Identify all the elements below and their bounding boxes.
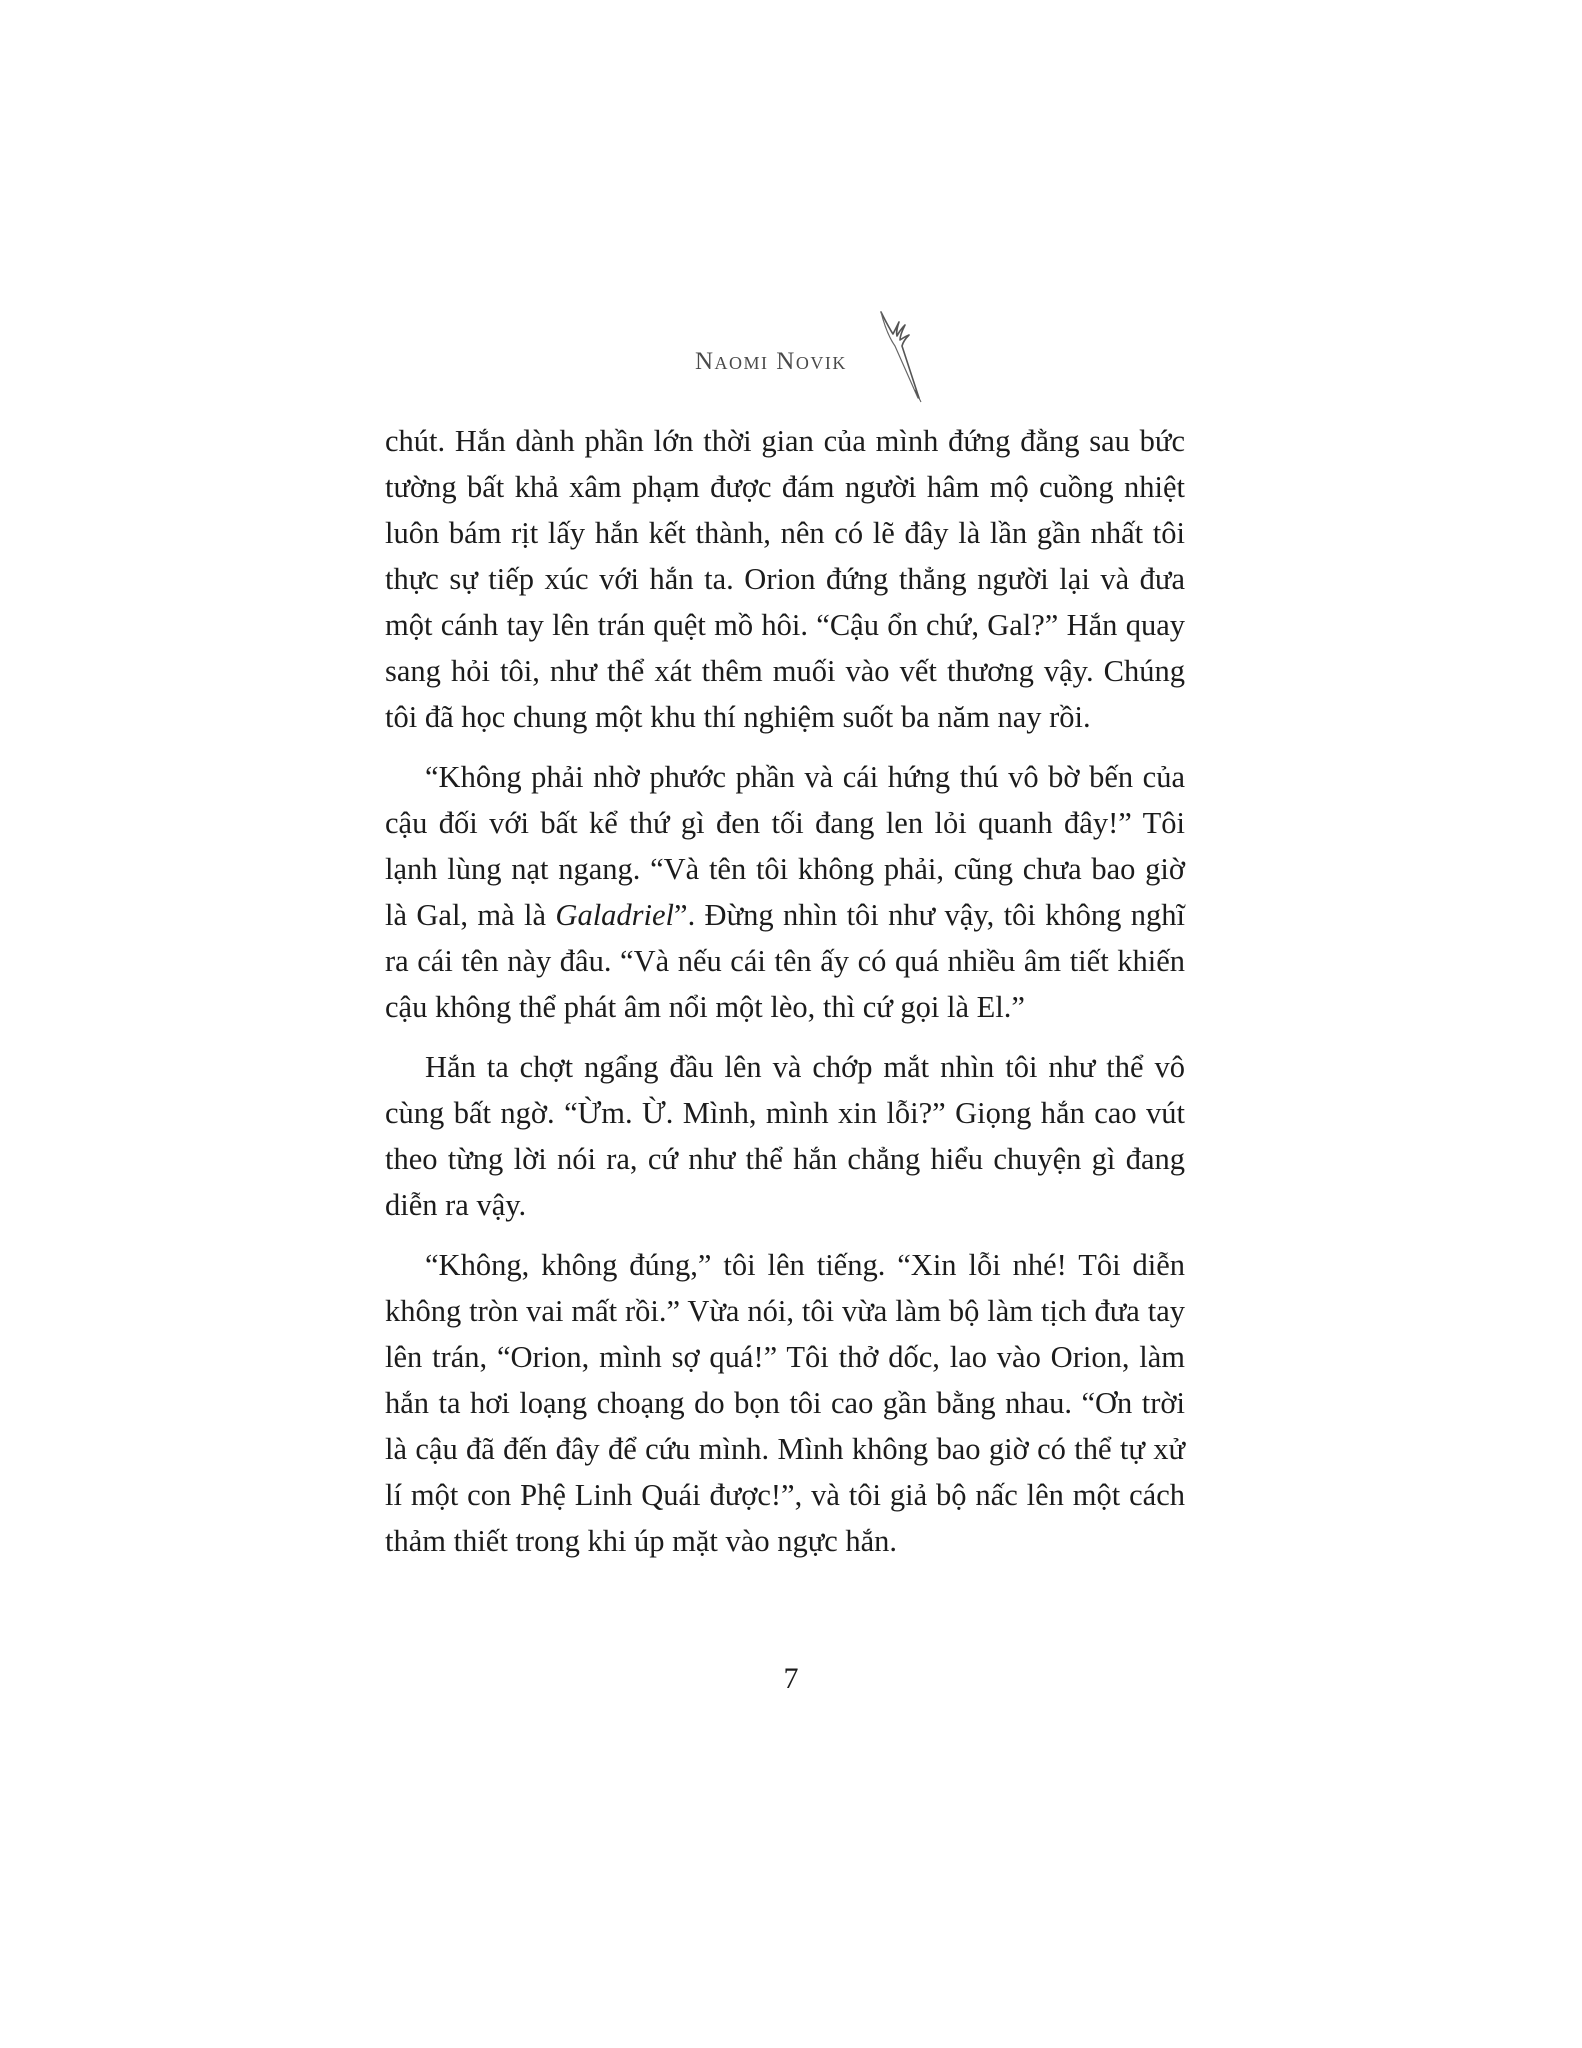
text-segment: “Không, không đúng,” tôi lên tiếng. “Xin lỗi nhé! Tôi diễn không tròn vai mất rồi.” Vừa nói, tôi vừa làm bộ làm tịch đưa tay lên trán, “Orion, mình sợ quá!” Tôi thở dốc, lao vào Orion, làm hắn ta hơi loạng choạng do bọn tôi cao gần bằng nhau. “Ơn trời là cậu đã đến đây để cứu mình. Mình không bao giờ có thể tự xử lí một con Phệ Linh Quái được!”, và tôi giả bộ nấc lên một cách thảm thiết trong khi úp mặt vào ngực hắn. <box>385 1248 1185 1558</box>
paragraph <box>385 418 1185 740</box>
body-text <box>385 418 1185 1578</box>
text-segment: ”. Đừng nhìn tôi như vậy, tôi không nghĩ ra cái tên này đâu. “Và nếu cái tên ấy có quá nhiều âm tiết khiến cậu không thể phát âm nổi một lèo, thì cứ gọi là El.” <box>385 898 1185 1024</box>
text-segment: chút. Hắn dành phần lớn thời gian của mình đứng đằng sau bức tường bất khả xâm phạm được đám người hâm mộ cuồng nhiệt luôn bám rịt lấy hắn kết thành, nên có lẽ đây là lần gần nhất tôi thực sự tiếp xúc với hắn ta. Orion đứng thẳng người lại và đưa một cánh tay lên trán quệt mồ hôi. “Cậu ổn chứ, Gal?” Hắn quay sang hỏi tôi, như thể xát thêm muối vào vết thương vậy. Chúng tôi đã học chung một khu thí nghiệm suốt ba năm nay rồi. <box>385 424 1185 734</box>
header-author: Naomi Novik <box>695 348 847 375</box>
text-segment: Hắn ta chợt ngẩng đầu lên và chớp mắt nhìn tôi như thể vô cùng bất ngờ. “Ừm. Ừ. Mình, mình xin lỗi?” Giọng hắn cao vút theo từng lời nói ra, cứ như thể hắn chẳng hiểu chuyện gì đang diễn ra vậy. <box>385 1050 1185 1222</box>
paragraph <box>385 754 1185 1030</box>
paragraph <box>385 1044 1185 1228</box>
paragraph <box>385 1242 1185 1564</box>
running-header <box>680 338 940 408</box>
italic-text: Galadriel <box>555 898 675 932</box>
text-segment: “Không phải nhờ phước phần và cái hứng thú vô bờ bến của cậu đối với bất kể thứ gì đen tối đang len lỏi quanh đây!” Tôi lạnh lùng nạt ngang. “Và tên tôi không phải, cũng chưa bao giờ là Gal, mà là <box>385 760 1185 932</box>
page-number: 7 <box>783 1662 799 1695</box>
quill-pen-icon <box>875 310 925 405</box>
